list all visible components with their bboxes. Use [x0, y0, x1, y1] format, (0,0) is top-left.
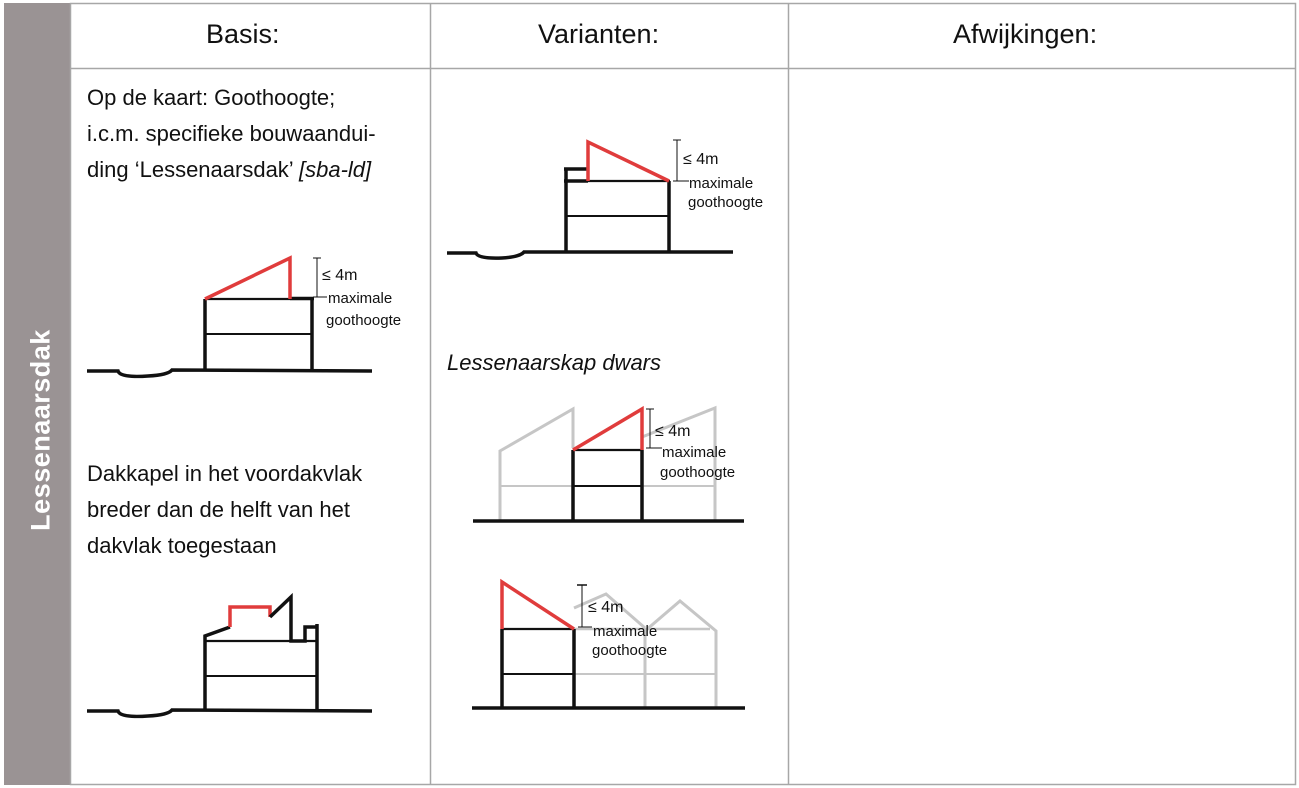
variant-title-dwars-text: Lessenaarskap dwars: [447, 350, 662, 375]
basis-fig1-height-label: ≤ 4m: [322, 267, 358, 284]
basis-code: [sba-ld]: [299, 157, 372, 182]
header-basis: Basis:: [206, 19, 280, 49]
dakkapel-text-line-2: breder dan de helft van het: [87, 497, 350, 522]
variant-2-height-label: ≤ 4m: [655, 423, 691, 440]
variant-1-height-label: ≤ 4m: [683, 151, 719, 168]
variant-2-maximale-label: maximale: [662, 444, 727, 461]
basis-text-line-1: Op de kaart: Goothoogte;: [87, 85, 336, 110]
variant-3-maximale-label: maximale: [593, 623, 658, 640]
table-grid: [70, 3, 1296, 785]
basis-lessenaarsdak-figure: [87, 258, 401, 376]
variant-1-figure: [447, 140, 763, 258]
basis-text-line-2: i.c.m. specifieke bouwaandui-: [87, 121, 376, 146]
variant-3-goothoogte-label: goothoogte: [592, 642, 668, 659]
basis-fig1-maximale-label: maximale: [328, 290, 393, 307]
variant-1-maximale-label: maximale: [689, 175, 754, 192]
variant-2-dwars-figure: [473, 408, 744, 521]
basis-text-line-3-prefix: ding ‘Lessenaarsdak’: [87, 157, 299, 182]
dakkapel-text-line-3: dakvlak toegestaan: [87, 533, 277, 558]
basis-fig1-goothoogte-label: goothoogte: [326, 312, 402, 329]
variant-2-goothoogte-label: goothoogte: [660, 464, 736, 481]
variant-3-height-label: ≤ 4m: [588, 599, 624, 616]
variant-1-goothoogte-label: goothoogte: [688, 194, 764, 211]
variant-3-figure: [472, 582, 745, 708]
dakkapel-text-line-1: Dakkapel in het voordakvlak: [87, 461, 363, 486]
basis-dakkapel-figure: [87, 597, 372, 716]
header-varianten: Varianten:: [538, 19, 660, 49]
header-afwijkingen: Afwijkingen:: [953, 19, 1098, 49]
row-label: Lessenaarsdak: [25, 329, 56, 531]
